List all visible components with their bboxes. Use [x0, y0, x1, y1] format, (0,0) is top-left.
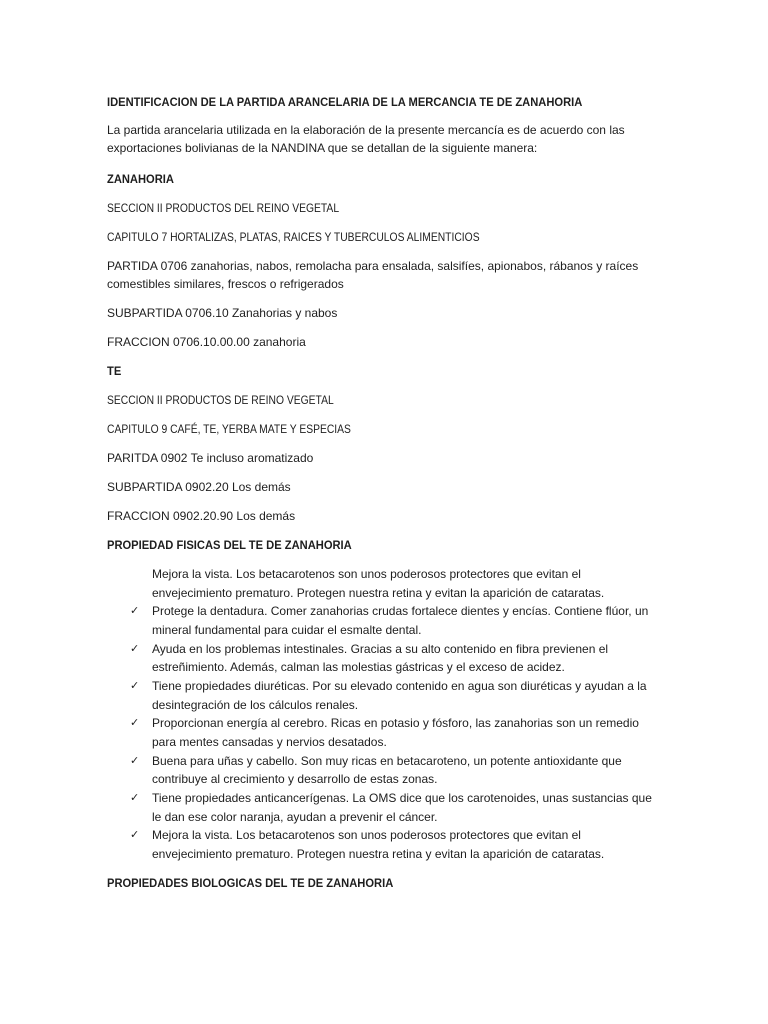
list-item-line: desintegración de los cálculos renales.	[152, 697, 359, 712]
list-item	[107, 752, 768, 789]
checkmark-icon	[130, 714, 139, 733]
checkmark-icon	[130, 826, 139, 845]
list-item-line: mineral fundamental para cuidar el esmalte dental.	[152, 622, 422, 637]
intro-line: exportaciones bolivianas de la NANDINA que se detallan de la siguiente manera:	[107, 141, 538, 155]
list-item-line: envejecimiento prematuro. Protegen nuestra retina y evitan la aparición de cataratas.	[152, 585, 605, 600]
list-item-line: contribuye al crecimiento y desarrollo de estas zonas.	[152, 772, 438, 787]
checkmark-icon	[130, 752, 139, 771]
list-item-line: envejecimiento prematuro. Protegen nuestra retina y evitan la aparición de cataratas.	[152, 846, 605, 861]
fraccion-line: FRACCION 0902.20.90 Los demás	[107, 509, 296, 523]
list-item-line: Mejora la vista. Los betacarotenos son unos poderosos protectores que evitan el	[152, 828, 581, 843]
list-item-line: estreñimiento. Además, calman las molestias gástricas y el exceso de acidez.	[152, 660, 565, 675]
seccion-line: SECCION II PRODUCTOS DE REINO VEGETAL	[107, 393, 334, 407]
section-title-te: TE	[107, 364, 122, 378]
list-item-line: Tiene propiedades anticancerígenas. La OMS dice que los carotenoides, unas sustancias que	[152, 790, 652, 805]
section-title-propiedades-biologicas: PROPIEDADES BIOLOGICAS DEL TE DE ZANAHORIA	[107, 876, 394, 890]
capitulo-line: CAPITULO 7 HORTALIZAS, PLATAS, RAICES Y TUBERCULOS ALIMENTICIOS	[107, 229, 480, 244]
intro-line: La partida arancelaria utilizada en la elaboración de la presente mercancía es de acuerdo con las	[107, 122, 625, 137]
capitulo-line: CAPITULO 9 CAFÉ, TE, YERBA MATE Y ESPECIAS	[107, 422, 351, 436]
fraccion-line: FRACCION 0706.10.00.00 zanahoria	[107, 335, 306, 349]
checkmark-icon	[130, 640, 139, 659]
section-title-propiedades-fisicas: PROPIEDAD FISICAS DEL TE DE ZANAHORIA	[107, 538, 352, 552]
partida-paragraph	[107, 257, 768, 294]
subpartida-line: SUBPARTIDA 0706.10 Zanahorias y nabos	[107, 306, 338, 320]
list-item	[107, 826, 768, 863]
partida-line: PARTIDA 0706 zanahorias, nabos, remolacha para ensalada, salsifíes, apionabos, rábanos y raíces	[107, 258, 639, 273]
partida-line: comestibles similares, frescos o refrigerados	[107, 277, 344, 291]
partida-line: PARITDA 0902 Te incluso aromatizado	[107, 451, 314, 465]
seccion-line: SECCION II PRODUCTOS DEL REINO VEGETAL	[107, 200, 340, 215]
list-item	[107, 789, 768, 826]
intro-paragraph	[107, 121, 768, 158]
list-item-line: Buena para uñas y cabello. Son muy ricas en betacaroteno, un potente antioxidante que	[152, 753, 622, 768]
list-item	[107, 640, 768, 677]
propiedades-fisicas-list	[107, 565, 768, 864]
checkmark-icon	[130, 789, 139, 808]
list-item-line: Mejora la vista. Los betacarotenos son unos poderosos protectores que evitan el	[152, 567, 581, 581]
list-item-line: Proporcionan energía al cerebro. Ricas en potasio y fósforo, las zanahorias son un remedio	[152, 716, 639, 731]
subpartida-line: SUBPARTIDA 0902.20 Los demás	[107, 480, 291, 494]
list-item	[107, 677, 768, 714]
list-item-line: para mentes cansadas y nervios desatados.	[152, 734, 387, 749]
list-item-line: Ayuda en los problemas intestinales. Gracias a su alto contenido en fibra previenen el	[152, 641, 609, 656]
list-item	[107, 565, 768, 602]
section-title-zanahoria: ZANAHORIA	[107, 171, 174, 186]
document-title: IDENTIFICACION DE LA PARTIDA ARANCELARIA DE LA MERCANCIA TE DE ZANAHORIA	[107, 95, 583, 109]
checkmark-icon	[130, 602, 139, 621]
list-item	[107, 714, 768, 751]
list-item-line: Protege la dentadura. Comer zanahorias crudas fortalece dientes y encías. Contiene flúor, un	[152, 604, 649, 619]
list-item-line: le dan ese color naranja, ayudan a prevenir el cáncer.	[152, 809, 438, 824]
checkmark-icon	[130, 677, 139, 696]
list-item-line: Tiene propiedades diuréticas. Por su elevado contenido en agua son diuréticas y ayudan a la	[152, 678, 647, 693]
list-item	[107, 602, 768, 639]
